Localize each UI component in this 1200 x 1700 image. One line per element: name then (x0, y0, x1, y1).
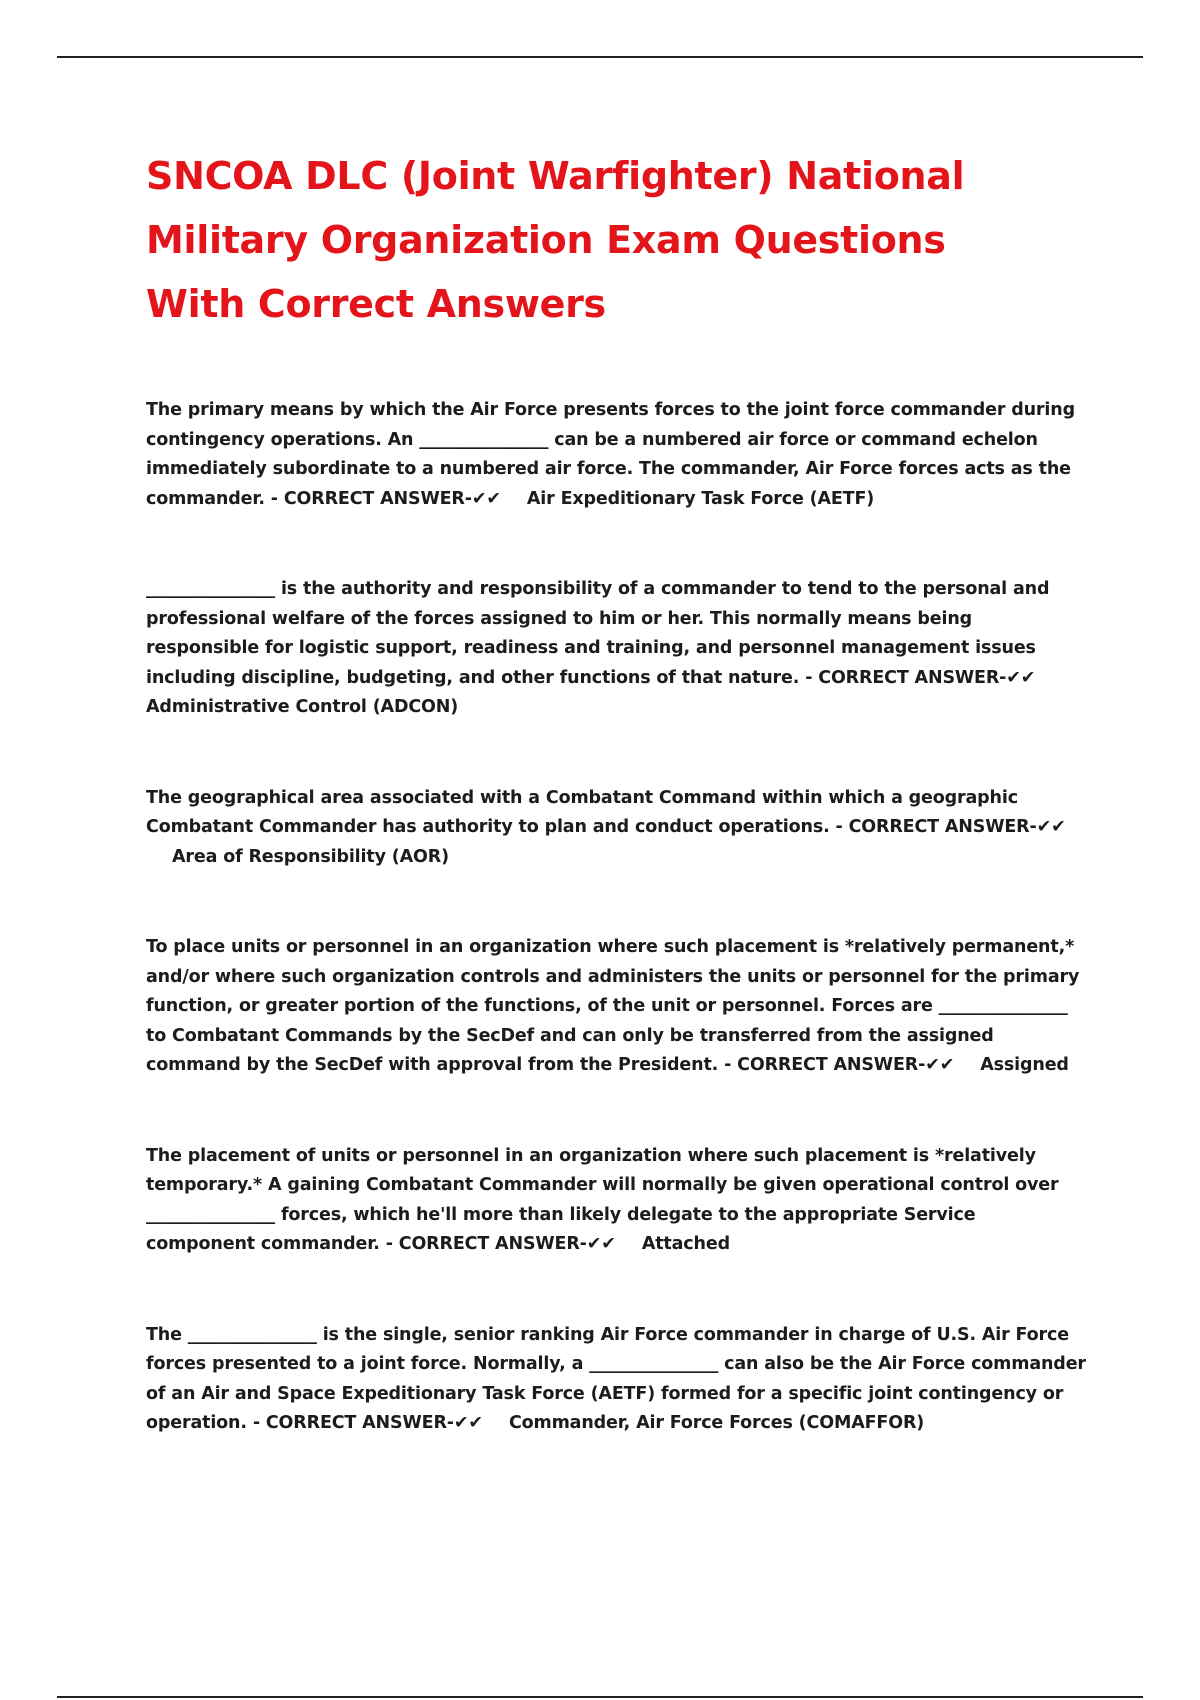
qa-item (146, 933, 1086, 1081)
qa-item (146, 396, 1086, 514)
qa-item (146, 1142, 1086, 1260)
bottom-rule (57, 1696, 1143, 1698)
answer-tag: - CORRECT ANSWER-✔✔ (385, 1234, 616, 1254)
top-rule (57, 56, 1143, 58)
qa-list (146, 396, 1086, 1439)
answer-tag: - CORRECT ANSWER-✔✔ (835, 817, 1066, 837)
answer-text: Attached (641, 1234, 730, 1254)
question-text: The placement of units or personnel in an organization where such placement is *relatively temporary.* A gaining Combatant Commander will normally be given operational control over _______________ forces, which he'll more than likely delegate to the appropriate Service component commander. (146, 1145, 1059, 1254)
answer-tag: - CORRECT ANSWER-✔✔ (252, 1413, 483, 1433)
question-text: The _______________ is the single, senior ranking Air Force commander in charge of U.S. Air Force forces presented to a joint force. Normally, a _______________ can also be the Air Force commander of an Air and Space Expeditionary Task Force (AETF) formed for a specific joint contingency or operation. (146, 1324, 1086, 1433)
question-text: The geographical area associated with a Combatant Command within which a geographic Combatant Commander has authority to plan and conduct operations. (146, 787, 1018, 837)
document-body (146, 144, 1086, 1500)
qa-item (146, 1321, 1086, 1439)
answer-text: Commander, Air Force Forces (COMAFFOR) (508, 1413, 925, 1433)
question-text: The primary means by which the Air Force presents forces to the joint force commander during contingency operations. An _______________ can be a numbered air force or command echelon immediately subordinate to a numbered air force. The commander, Air Force forces acts as the commander. (146, 400, 1075, 509)
question-text: To place units or personnel in an organization where such placement is *relatively permanent,* and/or where such organization controls and administers the units or personnel for the primary function, or greater portion of the functions, of the unit or personnel. Forces are _______________ to Combatant Commands by the SecDef and can only be transferred from the assigned command by the SecDef with approval from the President. (146, 937, 1080, 1075)
answer-text: Area of Responsibility (AOR) (172, 846, 449, 867)
qa-item (146, 575, 1086, 723)
answer-tag: - CORRECT ANSWER-✔✔ (805, 667, 1036, 688)
answer-text: Administrative Control (ADCON) (146, 697, 459, 717)
answer-tag: - CORRECT ANSWER-✔✔ (724, 1055, 955, 1075)
answer-text: Air Expeditionary Task Force (AETF) (526, 488, 875, 509)
answer-text: Assigned (980, 1055, 1069, 1075)
question-text: _______________ is the authority and responsibility of a commander to tend to the personal and professional welfare of the forces assigned to him or her. This normally means being responsible for logistic support, readiness and training, and personnel management issues including discipline, budgeting, and other functions of that nature. (146, 579, 1050, 688)
qa-item (146, 784, 1086, 873)
document-title: SNCOA DLC (Joint Warfighter) National Military Organization Exam Questions With Correct Answers (146, 154, 965, 326)
answer-tag: - CORRECT ANSWER-✔✔ (270, 488, 501, 509)
